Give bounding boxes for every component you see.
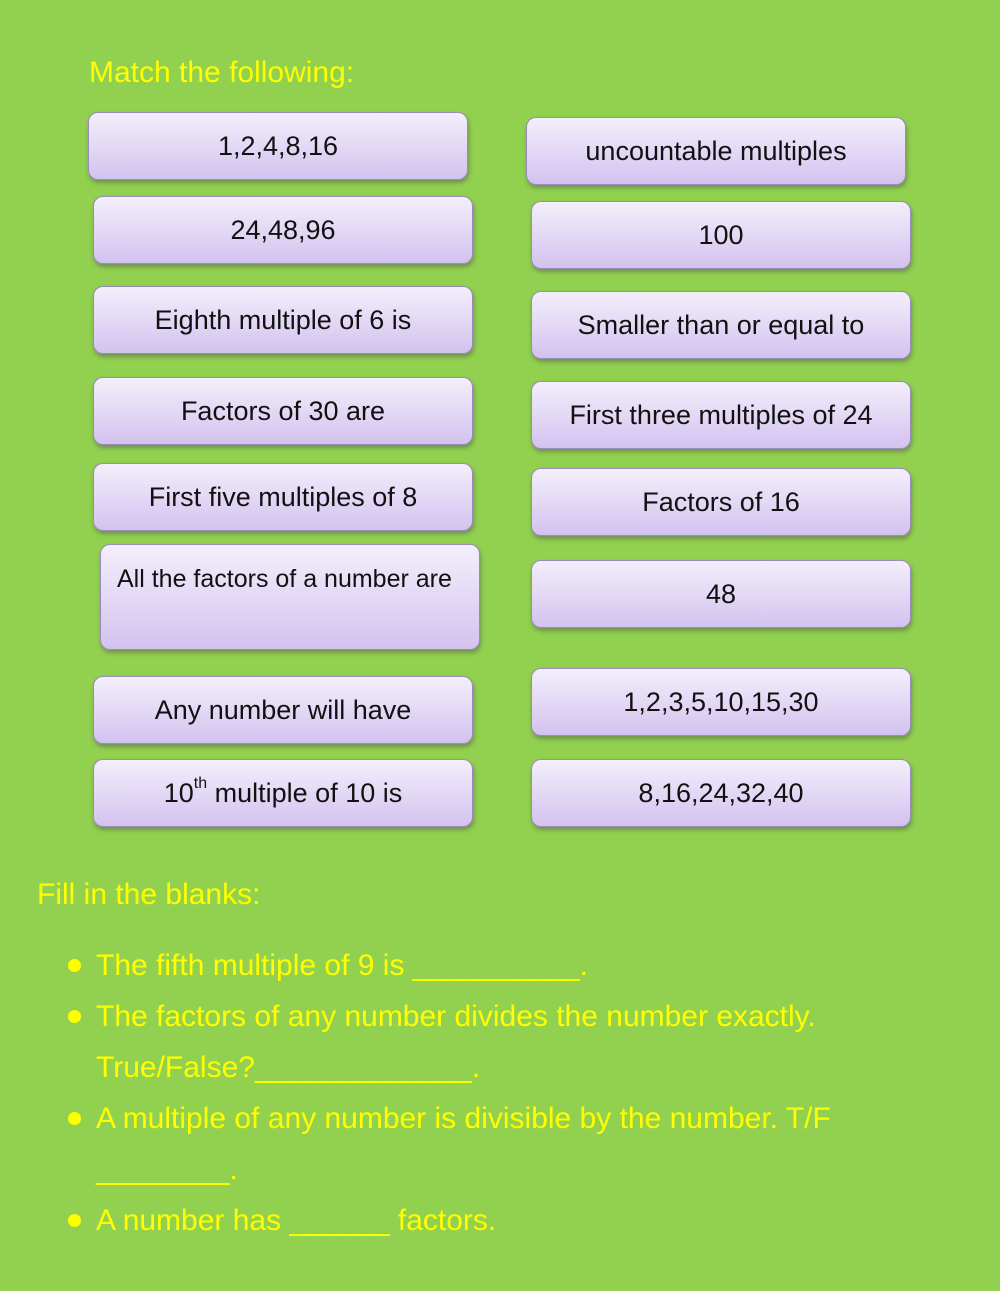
match-left-item[interactable]	[93, 463, 473, 531]
question-text: A number has ______ factors.	[96, 1204, 497, 1237]
fill-heading: Fill in the blanks:	[37, 878, 261, 911]
match-right-item[interactable]	[531, 291, 911, 359]
match-left-item[interactable]	[93, 286, 473, 354]
match-left-text: Any number will have	[154, 695, 412, 725]
fill-in-the-blanks-list	[62, 940, 942, 1246]
bullet-icon	[68, 959, 81, 972]
ordinal-rest: multiple of 10 is	[207, 778, 403, 808]
match-left-text: Factors of 30 are	[180, 396, 386, 426]
question-text: The fifth multiple of 9 is __________.	[96, 949, 588, 982]
match-right-text: First three multiples of 24	[569, 400, 873, 430]
match-right-item[interactable]	[531, 668, 911, 736]
ordinal-number: 10	[163, 778, 194, 808]
match-left-item[interactable]	[88, 112, 468, 180]
bullet-icon	[68, 1214, 81, 1227]
match-right-text: uncountable multiples	[585, 136, 847, 166]
match-right-item[interactable]	[531, 201, 911, 269]
match-right-text: 100	[698, 220, 744, 250]
bullet-icon	[68, 1010, 81, 1023]
bullet-icon	[68, 1112, 81, 1125]
list-item	[62, 1195, 942, 1246]
match-left-text: 1,2,4,8,16	[217, 131, 339, 161]
match-left-item[interactable]	[93, 196, 473, 264]
match-left-text: All the factors of a number are	[117, 565, 452, 593]
question-text: The factors of any number divides the number exactly. True/False?_____________.	[96, 1000, 816, 1084]
match-right-text: 1,2,3,5,10,15,30	[623, 687, 819, 717]
match-left-item[interactable]	[93, 759, 473, 827]
match-right-text: Factors of 16	[642, 487, 800, 517]
question-text: A multiple of any number is divisible by the number. T/F ________.	[96, 1102, 831, 1186]
match-left-item[interactable]	[93, 377, 473, 445]
match-right-text: 48	[705, 579, 737, 609]
match-left-text	[164, 777, 402, 809]
match-right-item[interactable]	[526, 117, 906, 185]
match-left-text: First five multiples of 8	[148, 482, 418, 512]
match-right-item[interactable]	[531, 468, 911, 536]
match-left-item[interactable]	[100, 544, 480, 650]
match-right-item[interactable]	[531, 381, 911, 449]
match-right-item[interactable]	[531, 759, 911, 827]
match-right-item[interactable]	[531, 560, 911, 628]
match-right-text: 8,16,24,32,40	[638, 778, 804, 808]
match-heading: Match the following:	[89, 56, 355, 89]
match-left-text: 24,48,96	[230, 215, 336, 245]
ordinal-suffix: th	[193, 775, 208, 792]
list-item	[62, 991, 942, 1093]
list-item	[62, 1093, 942, 1195]
list-item	[62, 940, 942, 991]
match-left-item[interactable]	[93, 676, 473, 744]
match-right-text: Smaller than or equal to	[577, 310, 865, 340]
match-left-text: Eighth multiple of 6 is	[154, 305, 412, 335]
